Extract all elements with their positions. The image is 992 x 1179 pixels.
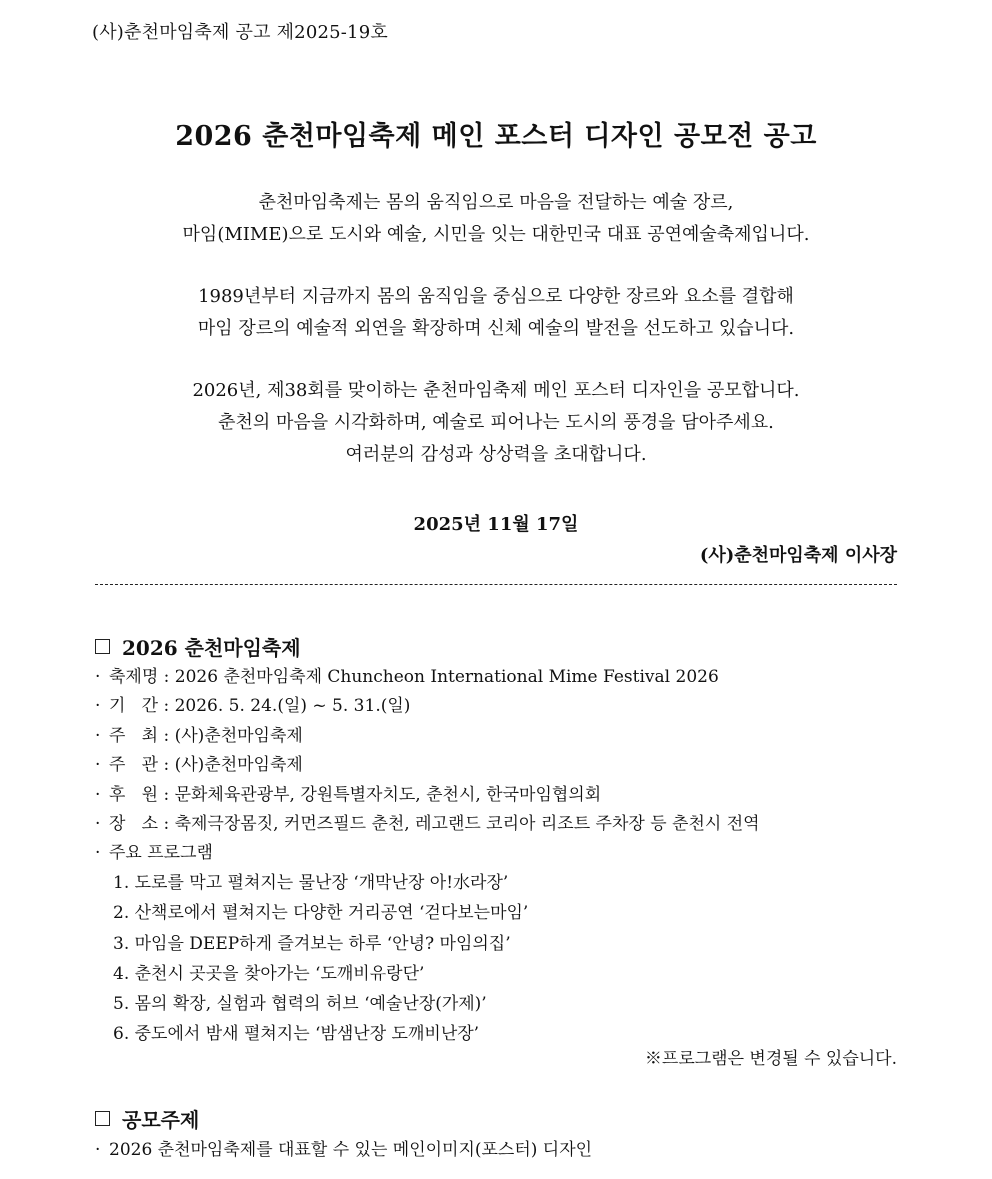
list-item [95, 839, 905, 868]
intro-line: 춘천의 마음을 시각화하며, 예술로 피어나는 도시의 풍경을 담아주세요. [218, 412, 774, 433]
item-text: 후 원 : 문화체육관광부, 강원특별자치도, 춘천시, 한국마임협의회 [109, 784, 602, 805]
intro-line: 2026년, 제38회를 맞이하는 춘천마임축제 메인 포스터 디자인을 공모합니다. [192, 380, 800, 401]
item-text: 장 소 : 축제극장몸짓, 커먼즈필드 춘천, 레고랜드 코리아 리조트 주차장 등 춘천시 전역 [109, 814, 760, 835]
issuer-signature: (사)춘천마임축제 이사장 [699, 545, 897, 566]
intro-paragraph-2 [0, 281, 992, 345]
program-item: 4. 춘천시 곳곳을 찾아가는 ‘도깨비유랑단’ [113, 963, 425, 984]
list-item [95, 722, 905, 751]
announcement-date: 2025년 11월 17일 [413, 514, 579, 535]
bullet: · [95, 1140, 101, 1160]
square-bullet-icon [95, 1111, 110, 1126]
document-number: (사)춘천마임축제 공고 제2025-19호 [92, 22, 388, 43]
item-text: 기 간 : 2026. 5. 24.(일) ~ 5. 31.(일) [109, 696, 411, 717]
intro-paragraph-1 [0, 187, 992, 251]
topic-section-heading [95, 1104, 199, 1133]
topic-heading-label: 공모주제 [122, 1108, 200, 1132]
program-change-note: ※프로그램은 변경될 수 있습니다. [644, 1049, 897, 1069]
program-list [113, 868, 528, 1050]
festival-info-list [95, 663, 905, 869]
bullet: · [95, 814, 101, 835]
bullet: · [95, 755, 101, 776]
intro-line: 여러분의 감성과 상상력을 초대합니다. [345, 444, 647, 465]
program-item: 3. 마임을 DEEP하게 즐겨보는 하루 ‘안녕? 마임의집’ [113, 933, 511, 954]
program-item: 1. 도로를 막고 펼쳐지는 물난장 ‘개막난장 아!水라장’ [113, 873, 509, 893]
list-item [95, 663, 905, 692]
dashed-divider [95, 584, 897, 585]
bullet: · [95, 784, 101, 805]
bullet: · [95, 843, 101, 864]
festival-section-heading [95, 632, 301, 661]
item-text: 주요 프로그램 [109, 843, 213, 864]
bullet: · [95, 725, 101, 746]
item-text: 주 최 : (사)춘천마임축제 [109, 725, 303, 746]
intro-line: 마임 장르의 예술적 외연을 확장하며 신체 예술의 발전을 선도하고 있습니다. [197, 318, 795, 339]
item-text: 주 관 : (사)춘천마임축제 [109, 755, 303, 776]
intro-line: 1989년부터 지금까지 몸의 움직임을 중심으로 다양한 장르와 요소를 결합해 [198, 286, 794, 307]
list-item [95, 751, 905, 780]
intro-text [0, 187, 992, 471]
list-item [95, 810, 905, 839]
program-item: 2. 산책로에서 펼쳐지는 다양한 거리공연 ‘걷다보는마임’ [113, 903, 529, 924]
intro-line: 마임(MIME)으로 도시와 예술, 시민을 잇는 대한민국 대표 공연예술축제입니다. [182, 224, 810, 245]
page-title: 2026 춘천마임축제 메인 포스터 디자인 공모전 공고 [175, 121, 817, 152]
program-item: 6. 중도에서 밤새 펼쳐지는 ‘밤샘난장 도깨비난장’ [113, 1024, 480, 1045]
item-text: 축제명 : 2026 춘천마임축제 Chuncheon International Mime Festival 2026 [109, 667, 719, 687]
square-bullet-icon [95, 639, 110, 654]
festival-heading-label: 2026 춘천마임축제 [122, 636, 301, 660]
list-item [95, 692, 905, 721]
intro-paragraph-3 [0, 375, 992, 471]
list-item [95, 781, 905, 810]
list-item [95, 1135, 592, 1160]
program-item: 5. 몸의 확장, 실험과 협력의 허브 ‘예술난장(가제)’ [113, 994, 487, 1015]
intro-line: 춘천마임축제는 몸의 움직임으로 마음을 전달하는 예술 장르, [258, 192, 734, 213]
item-text: 2026 춘천마임축제를 대표할 수 있는 메인이미지(포스터) 디자인 [109, 1140, 593, 1160]
bullet: · [95, 696, 101, 717]
bullet: · [95, 667, 101, 687]
